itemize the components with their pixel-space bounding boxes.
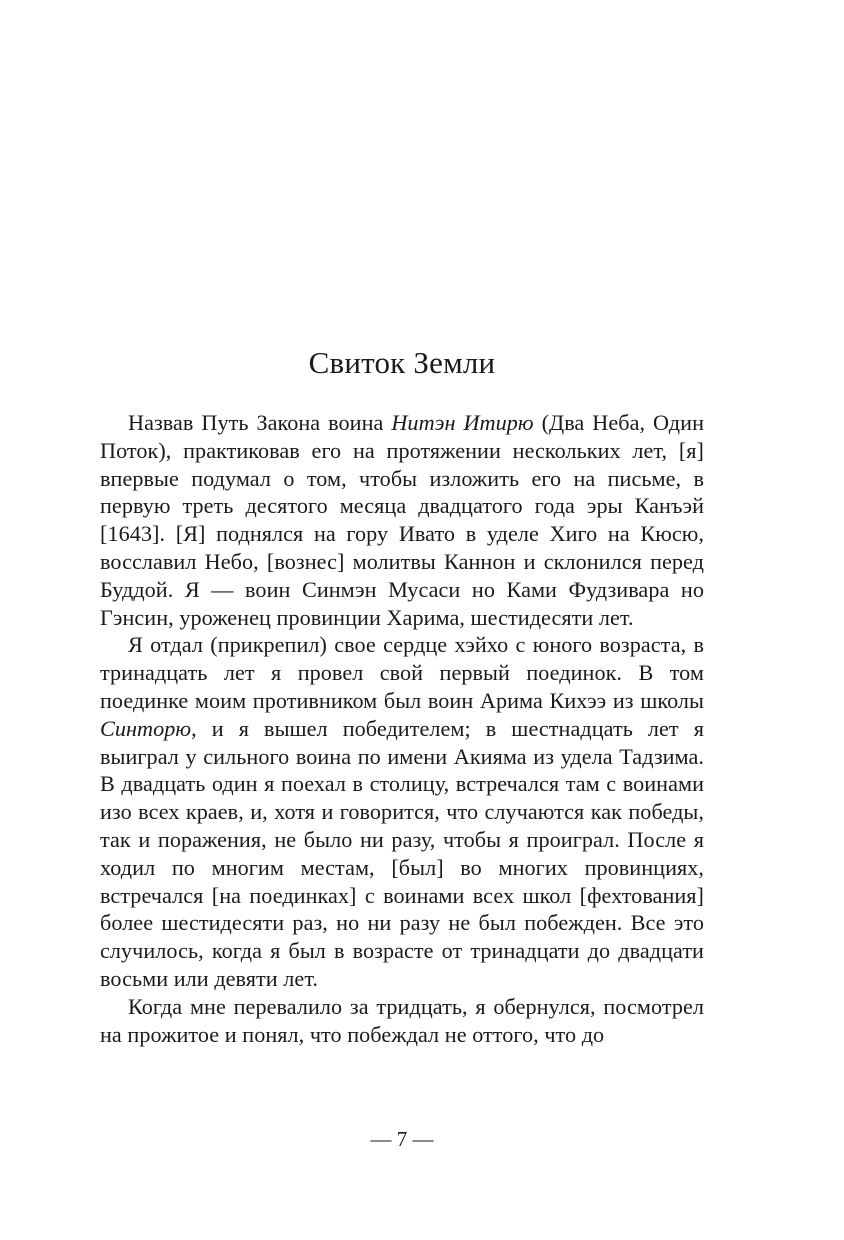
paragraph-3: [100, 993, 704, 1049]
body-text: [100, 409, 704, 1048]
page-number: — 7 —: [370, 1127, 434, 1151]
text-run: Назвав Путь Закона воина: [128, 410, 392, 435]
text-run: Я отдал (прикрепил) свое сердце хэйхо с юного возраста, в тринадцать лет я провел свой первый поединок. В том поединке моим противником был воин Арима Кихээ из школы: [100, 632, 704, 713]
text-run: Когда мне перевалило за тридцать, я обернулся, посмотрел на прожитое и понял, что побеждал не оттого, что до: [100, 993, 704, 1047]
italic-term: Синторю: [100, 715, 192, 741]
paragraph-2: [100, 631, 704, 992]
text-run: (Два Неба, Один Поток), практиковав его на протяжении нескольких лет, [я] впервые подумал о том, чтобы изложить его на письме, в первую треть десятого месяца двадцатого года эры Канъэй [1643]. [Я] поднялся на гору Ивато в уделе Хиго на Кюсю, восславил Небо, [вознес] молитвы Каннон и склонился перед Буддой. Я — воин Синмэн Мусаси но Ками Фудзивара но Гэнсин, уроженец провинции Харима, шестидесяти лет.: [100, 410, 704, 630]
chapter-title: Свиток Земли: [308, 345, 496, 380]
italic-term: Нитэн Итирю: [391, 410, 534, 435]
paragraph-1: [100, 409, 704, 631]
text-run: , и я вышел победителем; в шестнадцать лет я выиграл у сильного воина по имени Акияма из удела Тадзима. В двадцать один я поехал в столицу, встречался там с воинами изо всех краев, и, хотя и говорится, что случаются как победы, так и поражения, не было ни разу, чтобы я проиграл. После я ходил по многим местам, [был] во многих провинциях, встречался [на поединках] с воинами всех школ [фехтования] более шестидесяти раз, но ни разу не был побежден. Все это случилось, когда я был в возрасте от тринадцати до двадцати восьми или девяти лет.: [100, 715, 704, 991]
